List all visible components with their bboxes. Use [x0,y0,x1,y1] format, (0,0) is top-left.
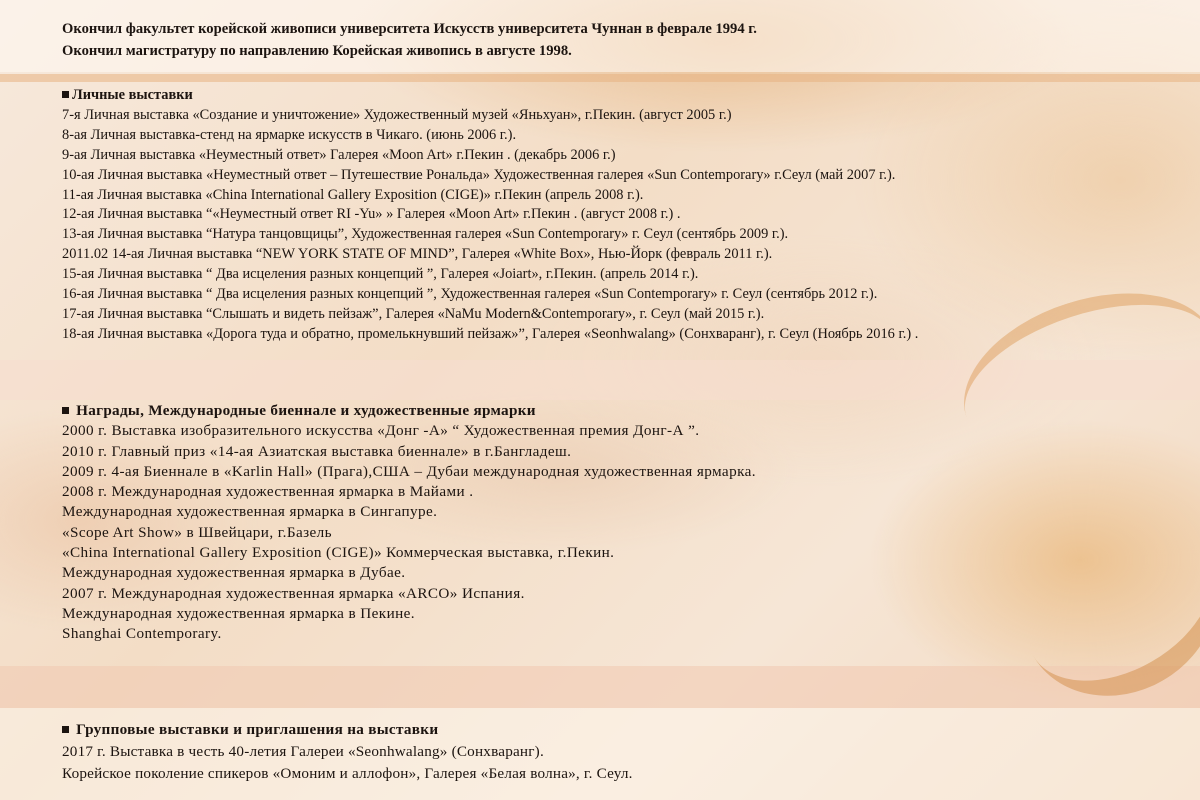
paint-stroke-decoration [943,264,1200,491]
solo-exhibition-item: 17-ая Личная выставка “Слышать и видеть пейзаж”, Галерея «NaMu Modern&Contemporary», г. Сеул (май 2015 г.). [62,305,765,322]
group-exhibitions-section [62,719,633,785]
solo-exhibition-item: 11-ая Личная выставка «China International Gallery Exposition (CIGE)» г.Пекин (апрель 2008 г.). [62,186,644,203]
group-exhibition-item: Корейское поколение спикеров «Омоним и аллофон», Галерея «Белая волна», г. Сеул. [62,765,633,782]
award-item: 2009 г. 4-ая Биеннале в «Karlin Hall» (Прага),США – Дубаи международная художественная ярмарка. [62,462,756,480]
solo-exhibition-item: 12-ая Личная выставка “«Неуместный ответ RI -Yu» » Галерея «Moon Art» г.Пекин . (август 2008 г.) . [62,206,681,223]
education-line: Окончил факультет корейской живописи университета Искусств университета Чуннан в феврале 1994 г. [62,21,757,37]
solo-exhibition-item: 10-ая Личная выставка «Неуместный ответ – Путешествие Рональда» Художественная галерея «Sun Contemporary» г.Сеул (май 2007 г.). [62,166,896,183]
education-section [62,18,757,62]
award-item: 2010 г. Главный приз «14-ая Азиатская выставка биеннале» в г.Бангладеш. [62,442,572,460]
award-item: «Scope Art Show» в Швейцари, г.Базель [62,523,332,541]
award-item: Международная художественная ярмарка в Сингапуре. [62,503,438,521]
solo-exhibition-item: 8-ая Личная выставка-стенд на ярмарке искусств в Чикаго. (июнь 2006 г.). [62,126,517,143]
award-item: 2007 г. Международная художественная ярмарка «ARCO» Испания. [62,584,525,602]
section-heading-text: Групповые выставки и приглашения на выставки [76,721,439,738]
square-bullet-icon [62,91,69,98]
solo-exhibition-item: 15-ая Личная выставка “ Два исцеления разных концепций ”, Галерея «Joiart», г.Пекин. (апрель 2014 г.). [62,266,699,283]
divider-band [0,74,1200,82]
solo-exhibitions-section [62,86,918,345]
section-heading-text: Личные выставки [72,87,193,103]
section-heading [62,86,918,106]
square-bullet-icon [62,407,69,414]
solo-exhibition-item: 2011.02 14-ая Личная выставка “NEW YORK STATE OF MIND”, Галерея «White Box», Нью-Йорк (февраль 2011 г.). [62,246,773,263]
solo-exhibition-item: 13-ая Личная выставка “Натура танцовщицы”, Художественная галерея «Sun Contemporary» г. Сеул (сентябрь 2009 г.). [62,226,789,243]
solo-exhibition-item: 16-ая Личная выставка “ Два исцеления разных концепций ”, Художественная галерея «Sun Contemporary» г. Сеул (сентябрь 2012 г.). [62,286,878,303]
award-item: 2000 г. Выставка изобразительного искусства «Донг -А» “ Художественная премия Донг-А ”. [62,422,700,440]
award-item: Международная художественная ярмарка в Дубае. [62,564,406,582]
group-exhibition-item: 2017 г. Выставка в честь 40-летия Галереи «Seonhwalang» (Сонхваранг). [62,743,544,760]
square-bullet-icon [62,726,69,733]
section-heading-text: Награды, Международные биеннале и художественные ярмарки [76,402,536,419]
award-item: «China International Gallery Exposition (CIGE)» Коммерческая выставка, г.Пекин. [62,544,615,562]
solo-exhibition-item: 9-ая Личная выставка «Неуместный ответ» Галерея «Moon Art» г.Пекин . (декабрь 2006 г.) [62,146,616,163]
solo-exhibition-item: 7-я Личная выставка «Создание и уничтожение» Художественный музей «Яньхуан», г.Пекин. (август 2005 г.) [62,106,732,123]
section-heading [62,401,756,421]
education-line: Окончил магистратуру по направлению Корейская живопись в августе 1998. [62,43,572,59]
award-item: Shanghai Contemporary. [62,625,222,643]
award-item: 2008 г. Международная художественная ярмарка в Майами . [62,483,474,501]
lower-band [0,666,1200,708]
award-item: Международная художественная ярмарка в Пекине. [62,604,415,622]
section-heading [62,719,633,741]
awards-section [62,401,756,645]
solo-exhibition-item: 18-ая Личная выставка «Дорога туда и обратно, промелькнувший пейзаж»”, Галерея «Seonhwalang» (Сонхваранг), г. Сеул (Ноябрь 2016 г.) . [62,325,919,342]
